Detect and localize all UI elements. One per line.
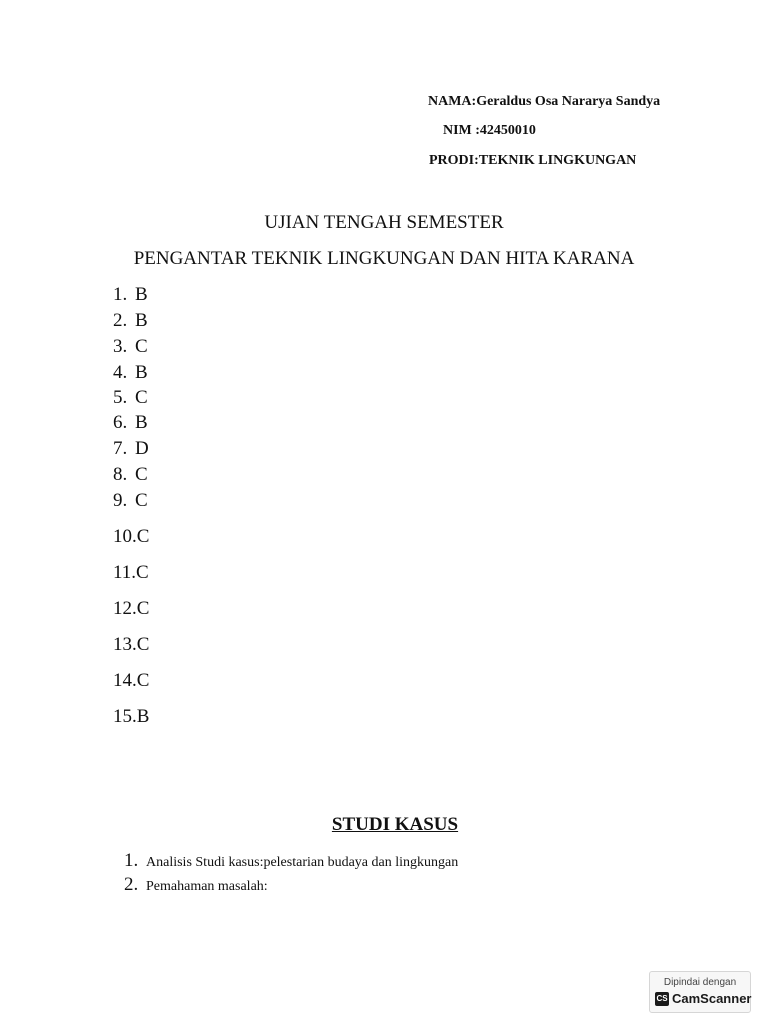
answer-item: 11.C xyxy=(113,562,149,583)
camscanner-logo-icon: CS xyxy=(655,992,669,1006)
answer-item: 2. B xyxy=(113,310,148,331)
case-study-text: Pemahaman masalah: xyxy=(146,879,268,894)
case-study-item xyxy=(124,850,458,872)
exam-title: UJIAN TENGAH SEMESTER xyxy=(264,212,504,233)
case-study-text: Analisis Studi kasus:pelestarian budaya dan lingkungan xyxy=(146,855,459,870)
answer-item: 4. B xyxy=(113,362,148,383)
student-prodi: PRODI:TEKNIK LINGKUNGAN xyxy=(429,153,637,168)
answer-item: 12.C xyxy=(113,598,150,619)
answer-item: 6. B xyxy=(113,412,148,433)
watermark-caption: Dipindai dengan xyxy=(663,977,737,988)
case-study-number: 1. xyxy=(124,850,139,871)
case-study-number: 2. xyxy=(124,874,139,895)
student-nama: NAMA:Geraldus Osa Nararya Sandya xyxy=(428,94,661,109)
course-title: PENGANTAR TEKNIK LINGKUNGAN DAN HITA KARANA xyxy=(133,248,635,269)
answer-item: 3. C xyxy=(113,336,148,357)
answer-item: 9. C xyxy=(113,490,148,511)
answer-item: 10.C xyxy=(113,526,150,547)
answer-item: 13.C xyxy=(113,634,150,655)
case-study-item xyxy=(124,874,268,896)
student-nim: NIM :42450010 xyxy=(443,123,536,138)
answer-item: 7. D xyxy=(113,438,149,459)
answer-item: 14.C xyxy=(113,670,150,691)
answer-item: 15.B xyxy=(113,706,150,727)
answer-item: 5. C xyxy=(113,387,148,408)
case-study-heading: STUDI KASUS xyxy=(331,814,459,835)
answer-item: 1. B xyxy=(113,284,148,305)
watermark-brand: CamScanner xyxy=(672,991,752,1006)
answer-item: 8. C xyxy=(113,464,148,485)
camscanner-watermark xyxy=(649,971,751,1013)
